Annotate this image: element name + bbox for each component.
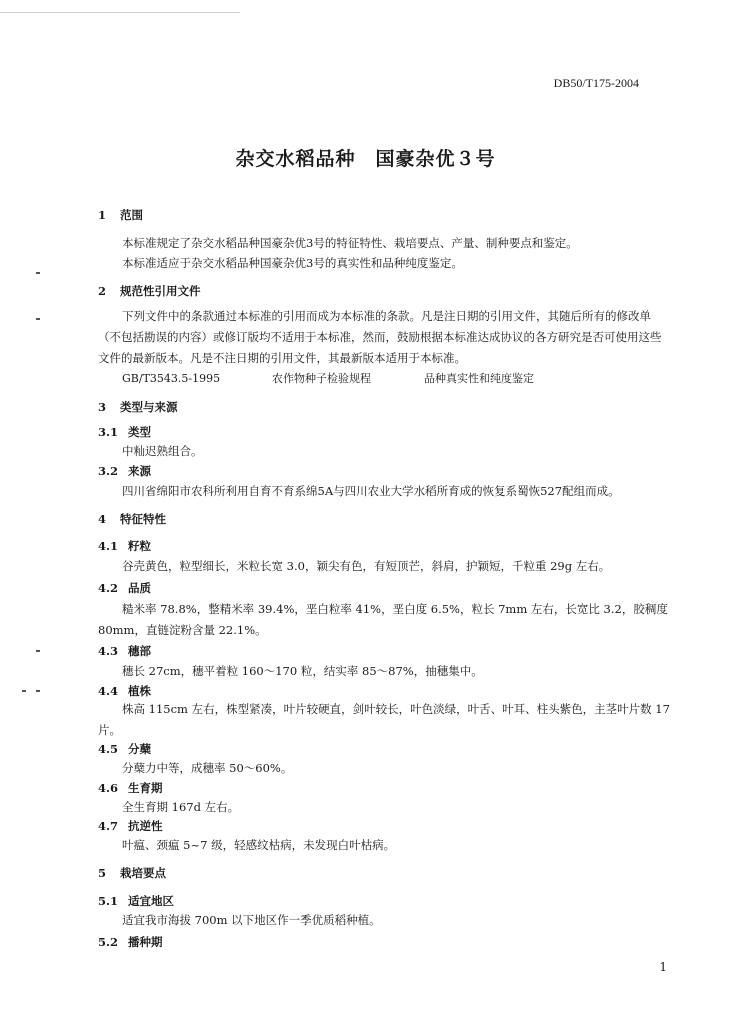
section-title: 规范性引用文件	[120, 284, 201, 298]
scan-edge-line	[0, 12, 240, 13]
subsection-heading	[98, 780, 163, 796]
paragraph: 分蘖力中等，成穗率 50～60%。	[122, 761, 293, 775]
standard-code: DB50/T175-2004	[553, 76, 639, 90]
subsection-title: 品质	[128, 581, 151, 595]
subsection-number: 4.5	[98, 742, 119, 756]
subsection-title: 抗逆性	[128, 819, 163, 833]
section-title: 范围	[120, 208, 143, 222]
scan-mark	[36, 650, 40, 652]
section-title: 特征特性	[120, 512, 166, 526]
subsection-title: 类型	[128, 425, 151, 439]
section-number: 4	[98, 512, 107, 526]
subsection-title: 生育期	[128, 781, 163, 795]
subsection-number: 4.2	[98, 581, 119, 595]
paragraph: 糙米率 78.8%，整精米率 39.4%，垩白粒率 41%，垩白度 6.5%，粒长 7mm 左右，长宽比 3.2，胶稠度 80mm，直链淀粉含量 22.1%。	[98, 602, 668, 637]
section-5-heading	[98, 865, 166, 881]
section-1-heading	[98, 207, 143, 223]
subsection-number: 4.3	[98, 644, 119, 658]
subsection-heading	[98, 463, 151, 479]
paragraph: 谷壳黄色，粒型细长，米粒长宽 3.0，颖尖有色，有短顶芒，斜肩，护颖短，千粒重 29g 左右。	[122, 559, 611, 573]
subsection-heading	[98, 424, 151, 440]
reference-part: 品种真实性和纯度鉴定	[424, 372, 534, 385]
paragraph: 穗长 27cm，穗平着粒 160～170 粒，结实率 85～87%，抽穗集中。	[122, 664, 483, 678]
subsection-number: 4.4	[98, 684, 119, 698]
subsection-number: 5.2	[98, 935, 119, 949]
section-4-heading	[98, 511, 166, 527]
section-number: 2	[98, 284, 107, 298]
subsection-heading	[98, 643, 151, 659]
subsection-number: 4.7	[98, 819, 119, 833]
subsection-title: 来源	[128, 464, 151, 478]
scan-mark	[36, 318, 40, 320]
reference-name: 农作物种子检验规程	[272, 372, 371, 385]
section-number: 3	[98, 400, 107, 414]
subsection-heading	[98, 741, 151, 757]
subsection-title: 植株	[128, 684, 151, 698]
subsection-number: 4.1	[98, 539, 119, 553]
subsection-heading	[98, 683, 151, 699]
subsection-title: 播种期	[128, 935, 163, 949]
subsection-title: 适宜地区	[128, 894, 174, 908]
section-title: 栽培要点	[120, 866, 166, 880]
subsection-heading	[98, 538, 151, 554]
scan-mark	[36, 690, 40, 692]
subsection-heading	[98, 893, 174, 909]
subsection-number: 5.1	[98, 894, 119, 908]
paragraph: 下列文件中的条款通过本标准的引用而成为本标准的条款。凡是注日期的引用文件，其随后所有的修改单（不包括勘误的内容）或修订版均不适用于本标准，然而，鼓励根据本标准达成协议的各方研究是否可使用这些文件的最新版本。凡是不注日期的引用文件，其最新版本适用于本标准。	[98, 309, 662, 365]
subsection-title: 穗部	[128, 644, 151, 658]
subsection-heading	[98, 934, 163, 950]
page-number: 1	[659, 960, 667, 974]
subsection-title: 分蘖	[128, 742, 151, 756]
paragraph: 中籼迟熟组合。	[122, 444, 203, 458]
normative-reference	[122, 370, 534, 386]
subsection-heading	[98, 818, 163, 834]
document-title: 杂交水稻品种 国豪杂优３号	[235, 148, 496, 170]
section-number: 5	[98, 866, 107, 880]
paragraph: 本标准适应于杂交水稻品种国豪杂优3号的真实性和品种纯度鉴定。	[122, 256, 463, 270]
subsection-title: 籽粒	[128, 539, 151, 553]
subsection-heading	[98, 580, 151, 596]
paragraph: 株高 115cm 左右，株型紧凑，叶片较硬直，剑叶较长，叶色淡绿，叶舌、叶耳、柱头紫色，主茎叶片数 17 片。	[98, 702, 670, 737]
scan-mark	[36, 272, 40, 274]
paragraph: 全生育期 167d 左右。	[122, 800, 240, 814]
scan-mark	[22, 690, 26, 692]
subsection-number: 4.6	[98, 781, 119, 795]
subsection-number: 3.1	[98, 425, 119, 439]
section-number: 1	[98, 208, 107, 222]
paragraph: 四川省绵阳市农科所利用自育不育系绵5A与四川农业大学水稻所育成的恢复系蜀恢527配组而成。	[122, 484, 620, 498]
section-2-heading	[98, 283, 201, 299]
section-title: 类型与来源	[120, 400, 178, 414]
paragraph: 本标准规定了杂交水稻品种国豪杂优3号的特征特性、栽培要点、产量、制种要点和鉴定。	[122, 236, 578, 250]
reference-code: GB/T3543.5-1995	[122, 372, 221, 385]
paragraph: 叶瘟、颈瘟 5~7 级，轻感纹枯病，未发现白叶枯病。	[122, 838, 396, 852]
paragraph: 适宜我市海拔 700m 以下地区作一季优质稻种植。	[122, 913, 381, 927]
section-3-heading	[98, 399, 178, 415]
subsection-number: 3.2	[98, 464, 119, 478]
